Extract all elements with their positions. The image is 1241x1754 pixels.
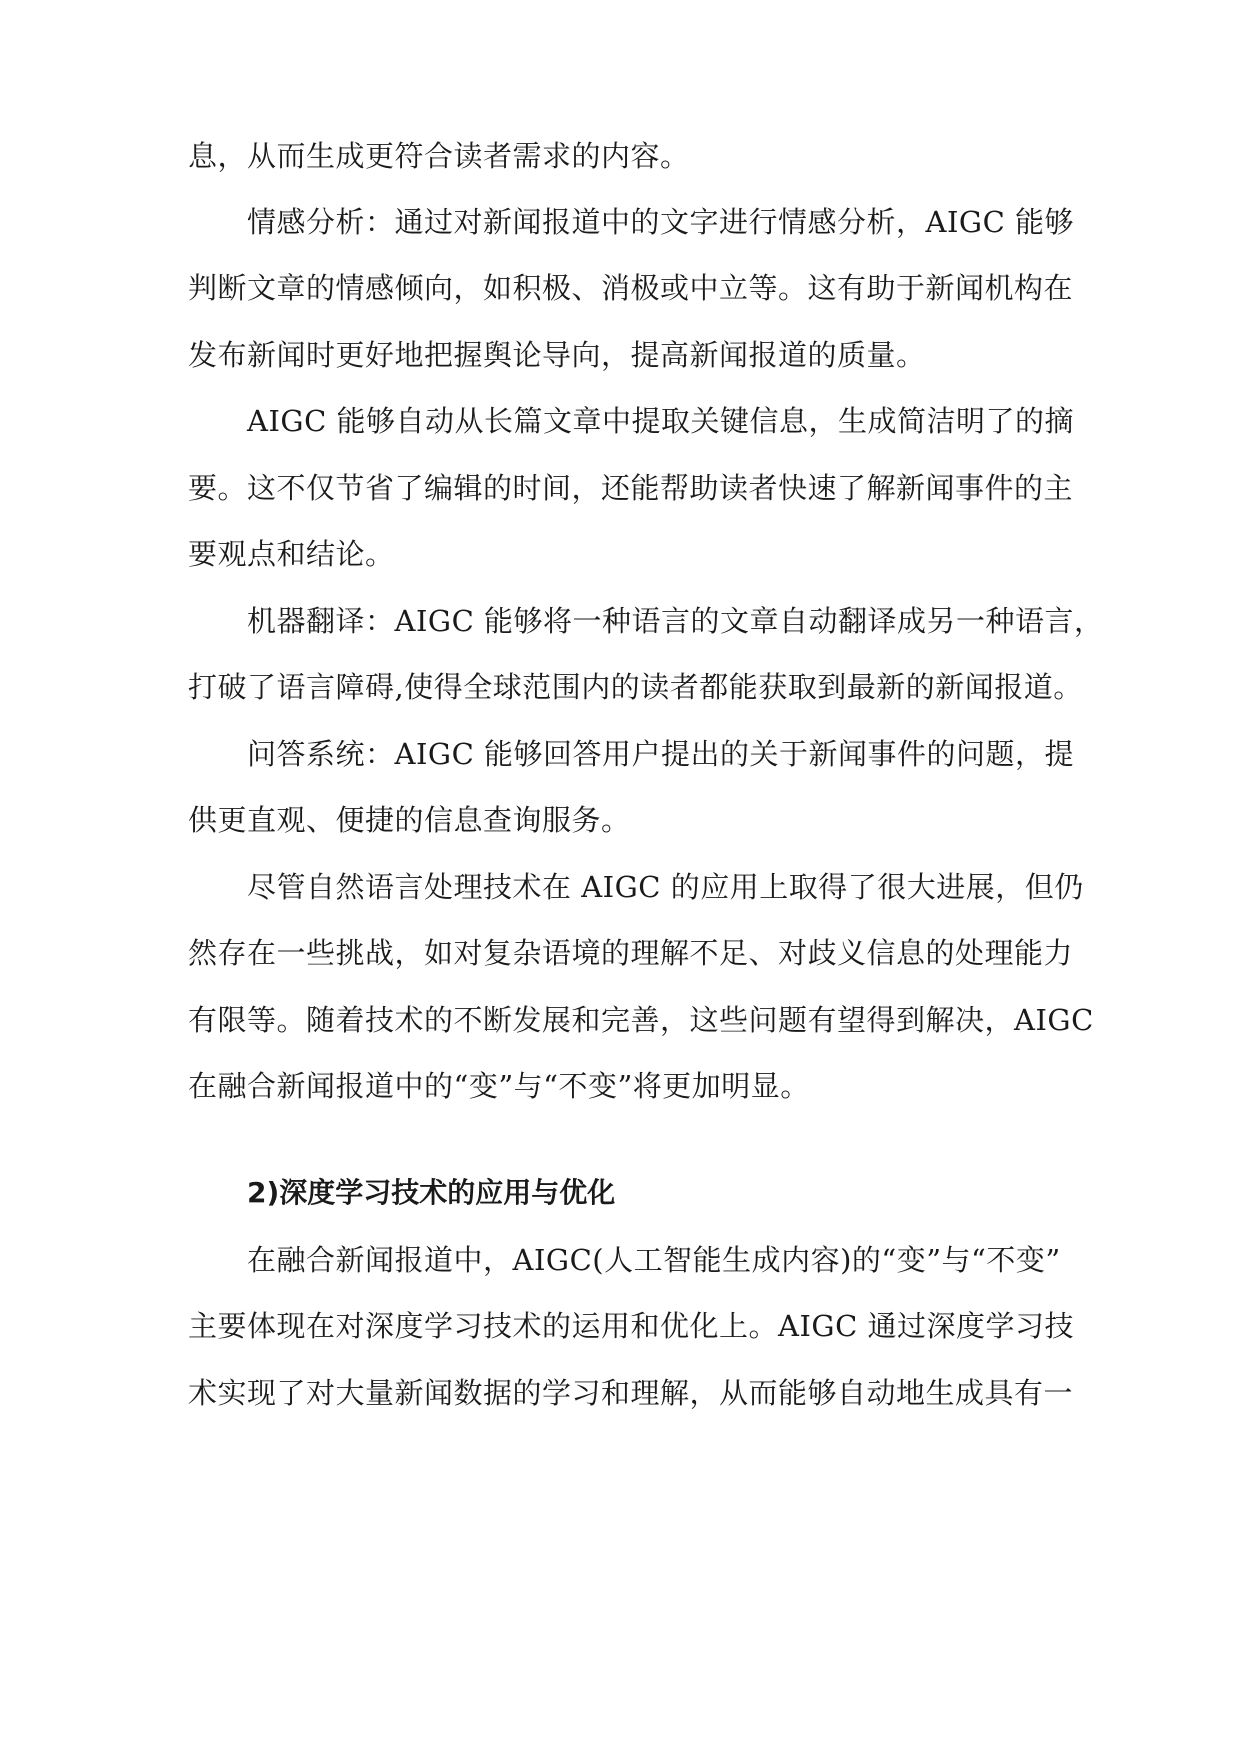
paragraph-line: 要观点和结论。	[188, 537, 395, 571]
paragraph-line: 在融合新闻报道中，AIGC(人工智能生成内容)的“变”与“不变”	[247, 1243, 1061, 1277]
paragraph-line: 问答系统：AIGC 能够回答用户提出的关于新闻事件的问题，提	[247, 737, 1074, 771]
paragraph-line: 打破了语言障碍,使得全球范围内的读者都能获取到最新的新闻报道。	[188, 670, 1083, 704]
paragraph-line: 有限等。随着技术的不断发展和完善，这些问题有望得到解决，AIGC	[188, 1003, 1094, 1037]
paragraph-line: 在融合新闻报道中的“变”与“不变”将更加明显。	[188, 1069, 810, 1103]
paragraph-line: 然存在一些挑战，如对复杂语境的理解不足、对歧义信息的处理能力	[188, 936, 1074, 970]
paragraph-line: 供更直观、便捷的信息查询服务。	[188, 803, 631, 837]
paragraph-line: 发布新闻时更好地把握舆论导向，提高新闻报道的质量。	[188, 338, 926, 372]
paragraph-line: 机器翻译：AIGC 能够将一种语言的文章自动翻译成另一种语言，	[247, 604, 1104, 638]
paragraph-line: 要。这不仅节省了编辑的时间，还能帮助读者快速了解新闻事件的主	[188, 471, 1074, 505]
paragraph-line: 情感分析：通过对新闻报道中的文字进行情感分析，AIGC 能够	[247, 205, 1074, 239]
section-heading: 2)深度学习技术的应用与优化	[247, 1176, 616, 1209]
paragraph-line: 息，从而生成更符合读者需求的内容。	[188, 139, 690, 173]
paragraph-line: AIGC 能够自动从长篇文章中提取关键信息，生成简洁明了的摘	[247, 404, 1074, 438]
paragraph-line: 判断文章的情感倾向，如积极、消极或中立等。这有助于新闻机构在	[188, 271, 1074, 305]
paragraph-line: 术实现了对大量新闻数据的学习和理解，从而能够自动地生成具有一	[188, 1376, 1074, 1410]
paragraph-line: 尽管自然语言处理技术在 AIGC 的应用上取得了很大进展，但仍	[247, 870, 1084, 904]
paragraph-line: 主要体现在对深度学习技术的运用和优化上。AIGC 通过深度学习技	[188, 1309, 1074, 1343]
